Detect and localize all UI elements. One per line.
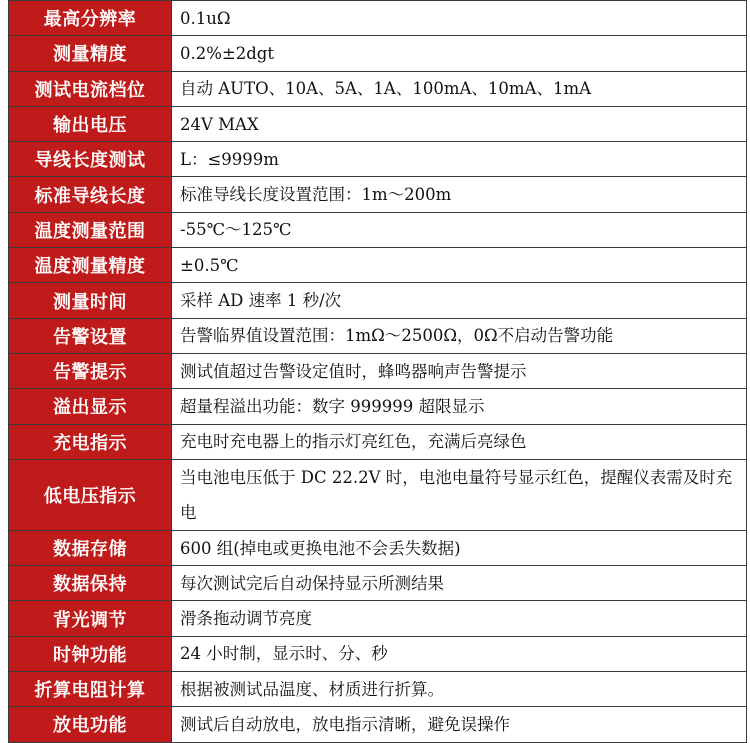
- row-label: 告警提示: [9, 353, 172, 388]
- row-value: 0.1uΩ: [172, 1, 747, 36]
- row-label: 温度测量精度: [9, 248, 172, 283]
- row-value: 充电时充电器上的指示灯亮红色，充满后亮绿色: [172, 424, 747, 459]
- row-value: 24 小时制，显示时、分、秒: [172, 636, 747, 671]
- row-value: 当电池电压低于 DC 22.2V 时，电池电量符号显示红色，提醒仪表需及时充电: [172, 459, 747, 530]
- table-row: [9, 71, 747, 106]
- table-row: [9, 177, 747, 212]
- table-row: [9, 142, 747, 177]
- row-value: 0.2%±2dgt: [172, 36, 747, 71]
- row-label: 导线长度测试: [9, 142, 172, 177]
- table-row: [9, 248, 747, 283]
- table-row: [9, 459, 747, 530]
- row-value: 每次测试完后自动保持显示所测结果: [172, 566, 747, 601]
- row-label: 测量精度: [9, 36, 172, 71]
- table-row: [9, 212, 747, 247]
- row-value: -55℃～125℃: [172, 212, 747, 247]
- row-label: 测试电流档位: [9, 71, 172, 106]
- row-label: 输出电压: [9, 106, 172, 141]
- row-label: 测量时间: [9, 283, 172, 318]
- row-label: 告警设置: [9, 318, 172, 353]
- row-label: 放电功能: [9, 707, 172, 742]
- table-row: [9, 636, 747, 671]
- table-row: [9, 353, 747, 388]
- row-label: 温度测量范围: [9, 212, 172, 247]
- row-label: 充电指示: [9, 424, 172, 459]
- row-value: 根据被测试品温度、材质进行折算。: [172, 672, 747, 707]
- table-row: [9, 424, 747, 459]
- table-row: [9, 707, 747, 742]
- table-row: [9, 36, 747, 71]
- row-label: 溢出显示: [9, 389, 172, 424]
- row-value: 24V MAX: [172, 106, 747, 141]
- table-row: [9, 389, 747, 424]
- row-label: 最高分辨率: [9, 1, 172, 36]
- row-label: 低电压指示: [9, 459, 172, 530]
- row-value: 标准导线长度设置范围：1m～200m: [172, 177, 747, 212]
- row-value: 采样 AD 速率 1 秒/次: [172, 283, 747, 318]
- table-row: [9, 318, 747, 353]
- table-row: [9, 1, 747, 36]
- row-label: 标准导线长度: [9, 177, 172, 212]
- table-row: [9, 601, 747, 636]
- row-value: 自动 AUTO、10A、5A、1A、100mA、10mA、1mA: [172, 71, 747, 106]
- row-value: ±0.5℃: [172, 248, 747, 283]
- table-row: [9, 106, 747, 141]
- table-row: [9, 672, 747, 707]
- row-value: 测试后自动放电，放电指示清晰，避免误操作: [172, 707, 747, 742]
- table-row: [9, 530, 747, 565]
- row-label: 背光调节: [9, 601, 172, 636]
- row-value: 600 组(掉电或更换电池不会丢失数据): [172, 530, 747, 565]
- row-label: 数据存储: [9, 530, 172, 565]
- row-value: 告警临界值设置范围：1mΩ～2500Ω，0Ω不启动告警功能: [172, 318, 747, 353]
- row-value: 超量程溢出功能：数字 999999 超限显示: [172, 389, 747, 424]
- row-label: 折算电阻计算: [9, 672, 172, 707]
- row-value: 滑条拖动调节亮度: [172, 601, 747, 636]
- row-label: 数据保持: [9, 566, 172, 601]
- row-value: L：≤9999m: [172, 142, 747, 177]
- row-value: 测试值超过告警设定值时，蜂鸣器响声告警提示: [172, 353, 747, 388]
- row-label: 时钟功能: [9, 636, 172, 671]
- table-row: [9, 283, 747, 318]
- spec-table: [8, 0, 747, 743]
- table-row: [9, 566, 747, 601]
